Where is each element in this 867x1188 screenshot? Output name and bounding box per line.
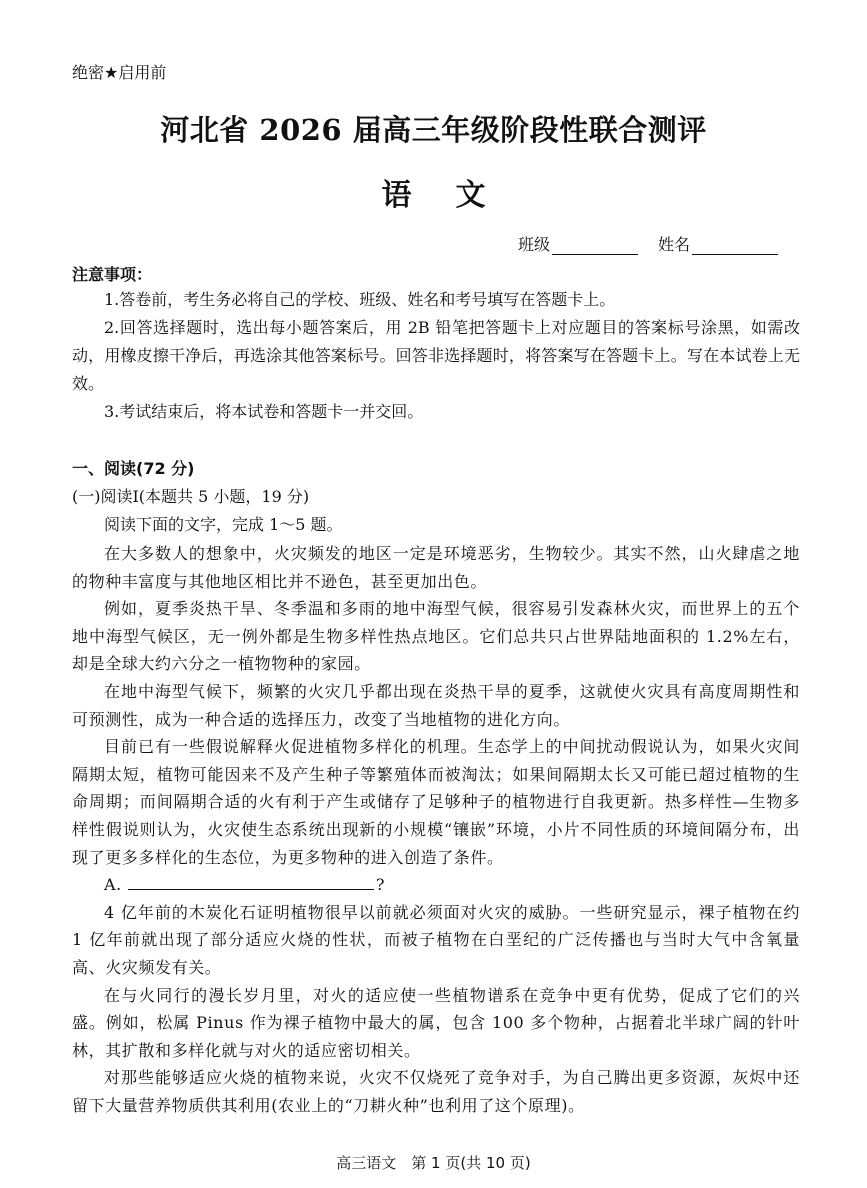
passage-paragraph: 例如，夏季炎热干旱、冬季温和多雨的地中海型气候，很容易引发森林火灾，而世界上的五个地中海型气候区，无一例外都是生物多样性热点地区。它们总共只占世界陆地面积的 1.2%左右，却是全球大约六分之一植物物种的家园。 [72, 599, 800, 674]
reading-passage [72, 540, 800, 1119]
reading-instruction: 阅读下面的文字，完成 1～5 题。 [104, 515, 343, 534]
blank-prefix: A. [104, 875, 122, 895]
class-blank [552, 238, 638, 255]
passage-paragraph: 在与火同行的漫长岁月里，对火的适应使一些植物谱系在竞争中更有优势，促成了它们的兴盛。例如，松属 Pinus 作为裸子植物中最大的属，包含 100 多个物种，占据着北半球广阔的针叶林，其扩散和多样化就与对火的适应密切相关。 [72, 985, 800, 1060]
passage-paragraph: 4 亿年前的木炭化石证明植物很早以前就必须面对火灾的威胁。一些研究显示，裸子植物在约 1 亿年前就出现了部分适应火烧的性状，而被子植物在白垩纪的广泛传播也与当时大气中含氧量高、火灾频发有关。 [72, 902, 800, 977]
answer-blank [128, 873, 374, 890]
blank-suffix: ? [375, 875, 386, 895]
notice-item: 1.答卷前，考生务必将自己的学校、班级、姓名和考号填写在答题卡上。 [104, 290, 616, 309]
passage-paragraph: 对那些能够适应火烧的植物来说，火灾不仅烧死了竞争对手，为自己腾出更多资源，灰烬中还留下大量营养物质供其利用(农业上的“刀耕火种”也利用了这个原理)。 [72, 1068, 800, 1115]
section-heading: 一、阅读(72 分) [72, 459, 195, 478]
page-footer: 高三语文 第 1 页(共 10 页) [336, 1154, 531, 1172]
subject-title: 语文 [381, 178, 530, 213]
name-label: 姓名 [658, 235, 691, 254]
class-label: 班级 [518, 235, 551, 254]
student-info-fields [518, 232, 798, 255]
passage-paragraph: 在地中海型气候下，频繁的火灾几乎都出现在炎热干旱的夏季，这就使火灾具有高度周期性和可预测性，成为一种合适的选择压力，改变了当地植物的进化方向。 [72, 681, 800, 729]
blank-question [72, 871, 800, 899]
name-blank [692, 238, 778, 255]
passage-paragraph: 目前已有一些假说解释火促进植物多样化的机理。生态学上的中间扰动假说认为，如果火灾间隔期太短，植物可能因来不及产生种子等繁殖体而被淘汰；如果间隔期太长又可能已超过植物的生命周期；而间隔期合适的火有利于产生或储存了足够种子的植物进行自我更新。热多样性—生物多样性假说则认为，火灾使生态系统出现新的小规模“镶嵌”环境，小片不同性质的环境间隔分布，出现了更多多样化的生态位，为更多物种的进入创造了条件。 [72, 737, 800, 867]
sub-section-heading: (一)阅读Ⅰ(本题共 5 小题，19 分) [72, 487, 310, 506]
notice-item: 3.考试结束后，将本试卷和答题卡一并交回。 [104, 402, 424, 421]
notice-list [72, 286, 800, 426]
notice-heading: 注意事项： [72, 265, 153, 284]
notice-item: 2.回答选择题时，选出每小题答案后，用 2B 铅笔把答题卡上对应题目的答案标号涂黑，如需改动，用橡皮擦干净后，再选涂其他答案标号。回答非选择题时，将答案写在答题卡上。写在本试卷上无效。 [72, 318, 800, 393]
passage-paragraph: 在大多数人的想象中，火灾频发的地区一定是环境恶劣，生物较少。其实不然，山火肆虐之地的物种丰富度与其他地区相比并不逊色，甚至更加出色。 [72, 544, 800, 591]
secret-mark: 绝密★启用前 [72, 63, 167, 82]
exam-title: 河北省 2026 届高三年级阶段性联合测评 [160, 113, 707, 147]
